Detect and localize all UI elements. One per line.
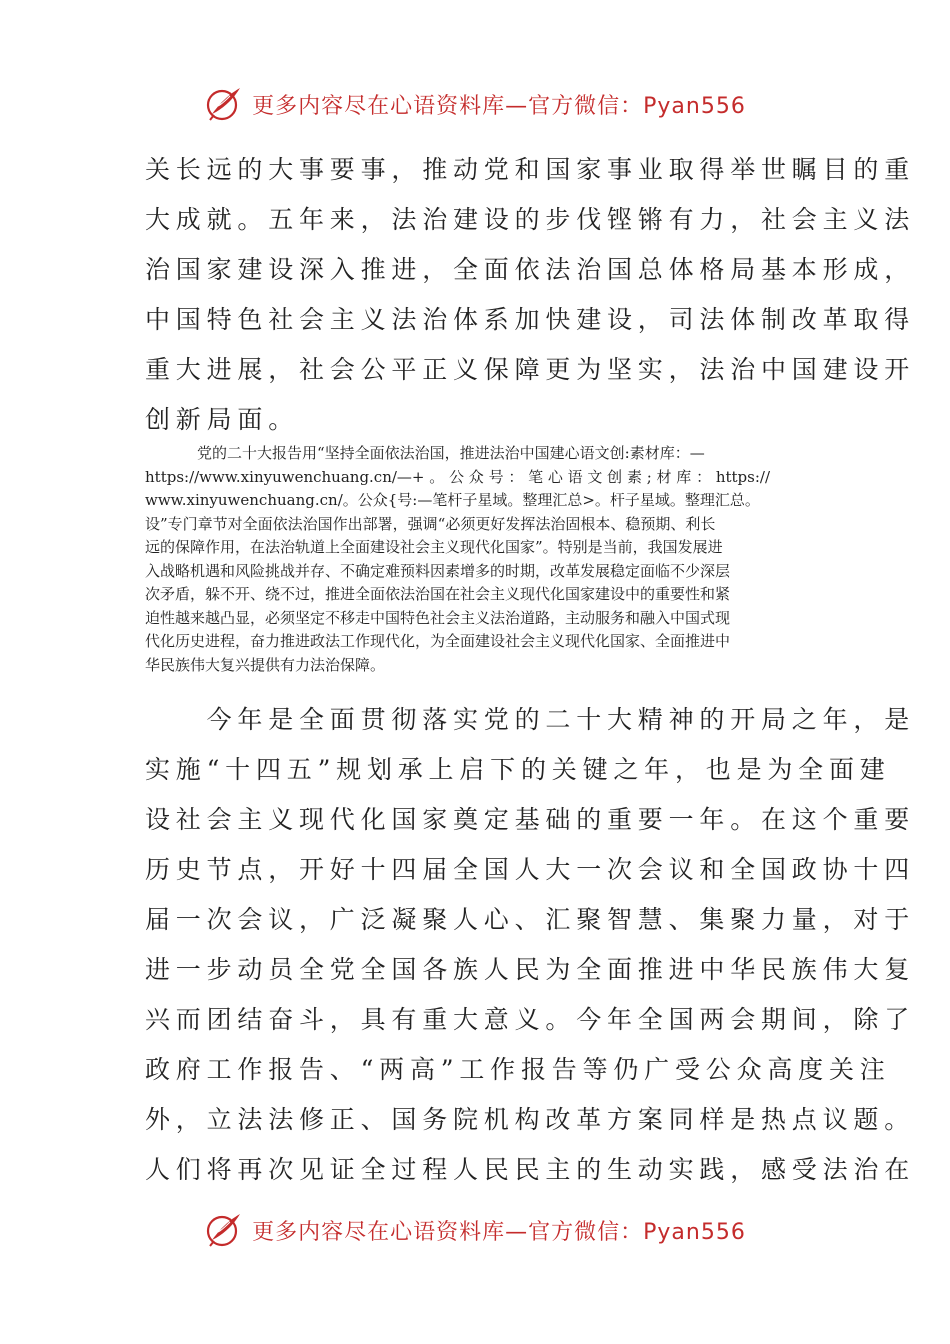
small-line: 党的二十大报告用“坚持全面依法治国，推进法治中国建心语文创:素材库：—	[197, 444, 705, 462]
paragraph-line: 大成就。五年来，法治建设的步伐铿锵有力，社会主义法	[145, 205, 916, 234]
small-line: https://www.xinyuwenchuang.cn/—+ 。 公 众 号 ： 笔 心 语 文 创 素 ; 材 库 ： https://	[145, 467, 771, 486]
header-banner	[0, 80, 950, 128]
body-paragraph-2	[145, 695, 916, 1195]
paragraph-line: 关长远的大事要事，推动党和国家事业取得举世瞩目的重	[145, 155, 916, 184]
paragraph-line: 历史节点，开好十四届全国人大一次会议和全国政协十四	[145, 855, 916, 884]
paragraph-line: 人们将再次见证全过程人民民主的生动实践，感受法治在	[145, 1155, 916, 1184]
small-line: 远的保障作用，在法治轨道上全面建设社会主义现代化国家”。特别是当前，我国发展进	[145, 538, 723, 556]
paragraph-line: 进一步动员全党全国各族人民为全面推进中华民族伟大复	[145, 955, 916, 984]
small-line: 代化历史进程，奋力推进政法工作现代化，为全面建设社会主义现代化国家、全面推进中	[145, 632, 731, 650]
paragraph-line: 实施“十四五”规划承上启下的关键之年，也是为全面建	[145, 755, 891, 784]
paragraph-line: 外，立法法修正、国务院机构改革方案同样是热点议题。	[145, 1105, 916, 1134]
paragraph-line: 创新局面。	[145, 405, 300, 434]
paragraph-line: 政府工作报告、“两高”工作报告等仍广受公众高度关注	[145, 1055, 891, 1084]
body-paragraph-1	[145, 145, 916, 445]
quill-pen-logo-icon	[204, 1210, 244, 1250]
small-line: 次矛盾，躲不开、绕不过，推进全面依法治国在社会主义现代化国家建设中的重要性和紧	[145, 585, 731, 603]
small-line: 华民族伟大复兴提供有力法治保障。	[145, 655, 386, 674]
footer-banner	[0, 1206, 950, 1254]
paragraph-line: 兴而团结奋斗，具有重大意义。今年全国两会期间，除了	[145, 1005, 916, 1034]
paragraph-line: 治国家建设深入推进，全面依法治国总体格局基本形成，	[145, 255, 916, 284]
small-line: 迫性越来越凸显，必须坚定不移走中国特色社会主义法治道路，主动服务和融入中国式现	[145, 608, 731, 627]
paragraph-line: 今年是全面贯彻落实党的二十大精神的开局之年，是	[145, 705, 916, 734]
small-line: 入战略机遇和风险挑战并存、不确定难预料因素增多的时期，改革发展稳定面临不少深层	[145, 561, 731, 580]
paragraph-line: 重大进展，社会公平正义保障更为坚实，法治中国建设开	[145, 355, 916, 384]
small-line: 设”专门章节对全面依法治国作出部署，强调“必须更好发挥法治固根本、稳预期、利长	[145, 514, 716, 533]
paragraph-line: 设社会主义现代化国家奠定基础的重要一年。在这个重要	[145, 805, 916, 834]
paragraph-line: 届一次会议，广泛凝聚人心、汇聚智慧、集聚力量，对于	[145, 905, 916, 934]
header-banner-text: 更多内容尽在心语资料库—官方微信：Pyan556	[252, 93, 746, 119]
small-print-paragraph	[145, 442, 807, 677]
quill-pen-logo-icon	[204, 84, 244, 124]
small-line: www.xinyuwenchuang.cn/。公众{号:—笔杆子星域。整理汇总>。杆子星域。整理汇总。	[145, 491, 760, 509]
paragraph-line: 中国特色社会主义法治体系加快建设，司法体制改革取得	[145, 305, 916, 334]
footer-banner-text: 更多内容尽在心语资料库—官方微信：Pyan556	[252, 1219, 746, 1245]
